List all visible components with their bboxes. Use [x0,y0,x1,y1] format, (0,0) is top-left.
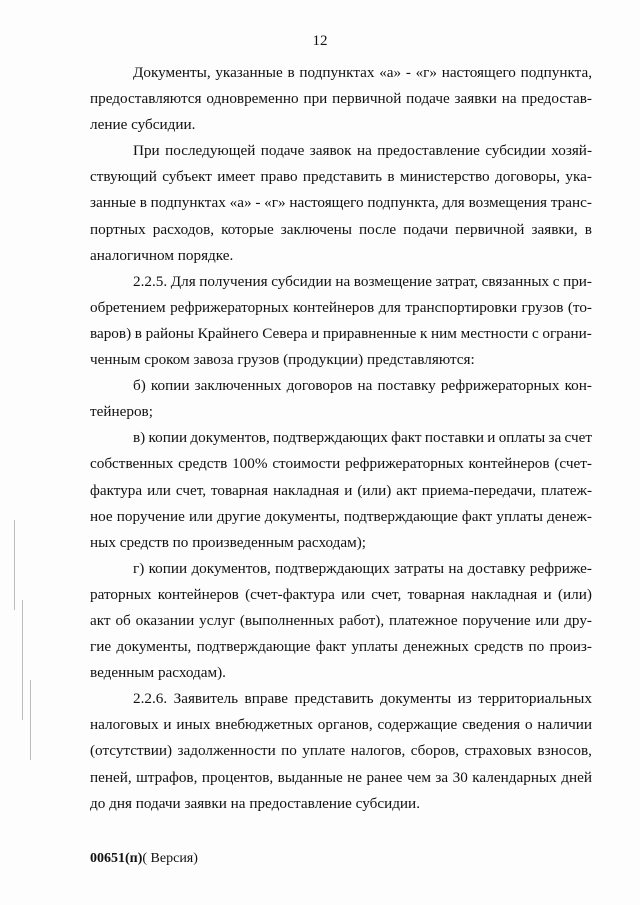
word: имеет [217,168,256,186]
text-line [90,60,592,86]
word: средств [474,638,524,656]
word: в [134,324,142,342]
word: которые [221,220,274,238]
word: (счет- [554,455,592,473]
word: заявки [454,90,497,108]
word: затраты [394,559,445,577]
paragraph [90,138,592,268]
word: не [347,768,363,786]
word: заявок [309,142,352,160]
word: - [255,194,261,212]
paragraph [90,686,592,816]
word: органов, [317,716,373,734]
word: платежное [389,611,458,629]
word: и [543,585,552,603]
word: Крайнего [197,324,259,342]
word: к [420,324,428,342]
word: территориальных [478,690,592,708]
word: подтверждающих [275,559,390,577]
word: в [584,220,592,238]
word: раторных [90,585,152,603]
text-line: аналогичном порядке. [90,246,234,264]
word: счет [564,429,592,447]
word: за [435,768,449,786]
scan-artifact [30,680,31,760]
word: копии [148,429,188,447]
word: возмещение [353,272,433,290]
word: из [457,690,472,708]
document-footer [90,851,198,867]
paragraph [90,60,592,138]
word: транс- [550,194,592,212]
word: ука- [565,168,592,186]
document-code: 00651(п) [90,851,143,866]
text-line [90,504,592,530]
word: или [147,481,171,499]
word: кон- [564,377,592,395]
word: счет, [175,481,206,499]
word: предоставление [377,142,480,160]
word: контейнеров [157,585,239,603]
word: сборов, [410,742,460,760]
document-body [90,60,592,817]
word: затрат, [435,272,479,290]
word: и [311,324,320,342]
word: право [260,168,298,186]
word: ним [431,324,457,342]
word: представить [294,690,374,708]
word: акт [396,481,417,499]
word: рефрижераторных [170,298,289,316]
word: по [528,638,545,656]
word: факт [315,638,347,656]
word: варов) [90,324,132,342]
text-line [90,556,592,582]
word: настоящего [289,194,364,212]
word: (отсутствии) [90,742,173,760]
word: уплаты [351,638,398,656]
paragraph [90,269,592,373]
word: портных [90,220,146,238]
word: штрафов, [136,768,198,786]
word: субсидии [485,142,546,160]
word: документов, [190,429,270,447]
text-line [90,138,592,164]
word: предоставляются [90,90,202,108]
word: контейнеров [468,455,550,473]
word: или [188,507,213,525]
word: ранее [366,768,403,786]
text-line [90,582,592,608]
text-line [90,295,592,321]
word: товарная [210,481,269,499]
word: ствующий [90,168,157,186]
word: акт [90,611,111,629]
word: страховых [464,742,532,760]
word: б) [133,377,146,395]
word: (выполненных [239,611,335,629]
text-line [90,686,592,712]
word: взносов, [537,742,592,760]
word: задолженности [177,742,276,760]
word: при- [563,272,592,290]
word: субъект [162,168,212,186]
word: Заявитель [173,690,239,708]
text-line [90,608,592,634]
word: Севера [262,324,308,342]
word: заключены [280,220,352,238]
word: (или) [357,481,392,499]
word: выданные [277,768,343,786]
word: подтверждающие [196,638,311,656]
word: 2.2.6. [133,690,168,708]
word: внебюджетных [215,716,313,734]
word: на [356,142,372,160]
word: поручение [116,507,185,525]
word: подпункта, [367,194,439,212]
word: грузов [521,298,564,316]
word: факт [391,429,422,447]
text-line [90,164,592,190]
text-line [90,217,592,243]
word: в [139,194,147,212]
word: или [535,611,560,629]
text-line [90,478,592,504]
word: г) [133,559,145,577]
paragraph [90,425,592,555]
scan-artifact [22,600,23,720]
word: на [448,559,464,577]
text-line [90,86,592,112]
word: подачи [403,220,449,238]
word: услуг [199,611,235,629]
word: заявки, [531,220,578,238]
word: денеж- [547,507,592,525]
word: в [387,168,395,186]
word: (то- [567,298,592,316]
word: 2.2.5. [133,272,168,290]
text-line: веденным расходам). [90,664,226,682]
paragraph [90,373,592,425]
word: ное [90,507,113,525]
word: копии [148,559,188,577]
word: документы, [116,638,192,656]
word: оплаты [498,429,546,447]
text-line [90,738,592,764]
word: оказании [135,611,195,629]
word: в) [133,429,146,447]
text-line [90,451,592,477]
text-line [90,712,592,738]
word: подаче [406,90,450,108]
word: «а» [379,64,402,81]
word: копии [150,377,190,395]
word: по [281,742,297,760]
word: дней [561,768,592,786]
word: районы [145,324,195,342]
word: последующей [165,142,256,160]
word: счет, [371,585,402,603]
word: подтверждающих [273,429,388,447]
word: возмещения [468,194,548,212]
word: 30 [452,768,468,786]
word: гие [90,638,112,656]
word: товарная [407,585,465,603]
word: дру- [564,611,592,629]
word: работ), [339,611,385,629]
word: субсидии [271,272,332,290]
word: платеж- [541,481,592,499]
word: и [163,716,172,734]
word: для [442,194,465,212]
text-line [90,765,592,791]
text-line: ченным сроком завоза грузов (продукции) представляются: [90,351,475,369]
word: уплаты [496,507,543,525]
word: на [501,90,517,108]
word: документы, [264,507,340,525]
word: собственных [90,455,174,473]
word: в [287,64,295,81]
word: подпунктах [299,64,375,81]
word: получения [199,272,268,290]
word: предостав- [521,90,592,108]
word: Для [170,272,196,290]
word: с [552,272,560,290]
word: «г» [264,194,286,212]
word: накладная [273,481,340,499]
word: представить [302,168,383,186]
word: иных [176,716,211,734]
text-line [90,373,592,399]
word: подпунктах [150,194,226,212]
word: первичной [332,90,402,108]
word: транспортировки [405,298,518,316]
word: контейнеров [293,298,375,316]
word: денежных [403,638,469,656]
text-line [90,634,592,660]
word: местности [460,324,529,342]
word: одновременно [206,90,299,108]
scan-artifact [14,520,15,610]
word: расходов, [152,220,215,238]
word: уплате [302,742,346,760]
word: для [378,298,401,316]
word: факт [461,507,493,525]
word: подтверждающие [343,507,458,525]
word: налогов, [350,742,406,760]
word: приема-передачи, [421,481,537,499]
word: министерство [399,168,490,186]
word: за [548,429,562,447]
word: «а» [229,194,252,212]
text-line: тейнеров; [90,403,153,421]
word: содержащие [377,716,458,734]
word: документы [380,690,452,708]
word: указанные [215,64,283,81]
word: подпункта, [520,64,592,81]
word: рефрижераторных [345,455,464,473]
word: заключенных [194,377,282,395]
word: 100% [232,455,268,473]
word: после [358,220,397,238]
word: приравненные [322,324,417,342]
word: наличии [537,716,592,734]
word: настоящего [441,64,516,81]
word: фактура [90,481,143,499]
text-line [90,321,592,347]
word: При [133,142,160,160]
word: (или) [557,585,592,603]
word: ограни- [542,324,592,342]
word: договоры, [494,168,561,186]
word: рефриже- [529,559,592,577]
text-line [90,269,592,295]
word: поручение [462,611,531,629]
word: Документы, [133,64,211,81]
word: календарных [472,768,557,786]
word: хозяй- [551,142,592,160]
word: сведения [462,716,521,734]
word: на [335,272,351,290]
word: и [487,429,496,447]
word: о [524,716,533,734]
word: (счет-фактура [245,585,335,603]
word: подаче [260,142,305,160]
word: процентов, [201,768,274,786]
word: об [115,611,131,629]
word: при [303,90,328,108]
word: налоговых [90,716,159,734]
word: документов, [191,559,271,577]
text-line: ление субсидии. [90,116,196,134]
text-line [90,425,592,451]
word: пеней, [90,768,132,786]
word: связанных [481,272,550,290]
word: с [531,324,539,342]
word: стоимости [272,455,341,473]
paragraph [90,556,592,686]
word: рефрижераторных [440,377,560,395]
word: другие [216,507,261,525]
word: поставку [377,377,436,395]
word: доставку [467,559,526,577]
word: договоров [286,377,353,395]
document-version: ( Версия) [142,851,198,866]
word: обретением [90,298,166,316]
word: на [357,377,373,395]
word: чем [406,768,431,786]
word: произ- [549,638,592,656]
text-line [90,190,592,216]
text-line: ных средств по произведенным расходам); [90,533,366,551]
word: - [405,64,411,81]
text-line: до дня подачи заявки на предоставление субсидии. [90,794,420,812]
word: средств [178,455,228,473]
word: вправе [244,690,289,708]
word: занные [90,194,136,212]
word: и [344,481,353,499]
page-number: 12 [312,33,328,49]
word: первичной [455,220,525,238]
word: поставки [424,429,484,447]
word: «г» [415,64,437,81]
word: или [341,585,365,603]
word: накладная [471,585,538,603]
